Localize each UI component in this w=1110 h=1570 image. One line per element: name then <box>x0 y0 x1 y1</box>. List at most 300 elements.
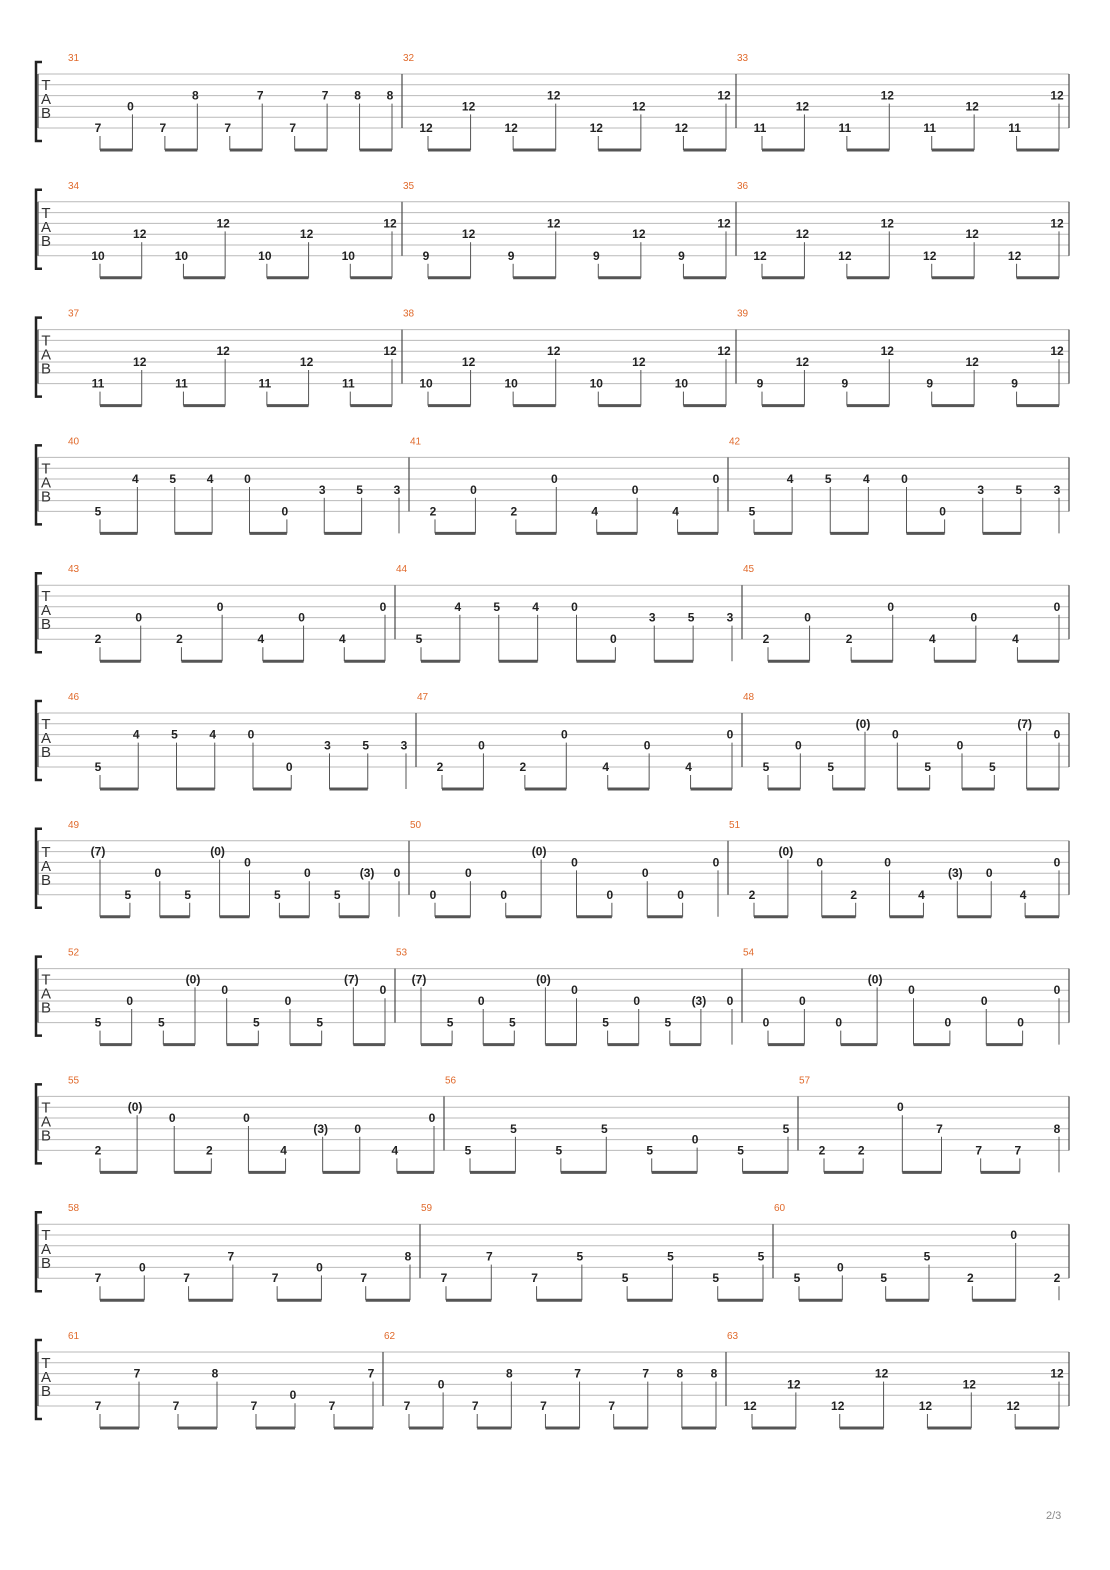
measure-number: 33 <box>737 53 749 64</box>
fret-number: 9 <box>756 376 764 391</box>
tab-clef-letter: B <box>40 1255 52 1273</box>
fret-number: 12 <box>923 248 937 263</box>
fret-number: 0 <box>691 1132 699 1147</box>
tab-clef-letter: B <box>40 871 52 889</box>
fret-number: 0 <box>560 727 568 742</box>
fret-number: 0 <box>127 99 134 114</box>
fret-number: 11 <box>1008 121 1021 135</box>
fret-number: 5 <box>824 472 832 486</box>
fret-number: 5 <box>602 1015 609 1030</box>
fret-number: 7 <box>250 1399 258 1413</box>
measure <box>68 564 387 661</box>
fret-number: 9 <box>841 376 849 391</box>
fret-number: 5 <box>988 760 996 774</box>
fret-number: 12 <box>880 216 894 231</box>
fret-number: 12 <box>753 248 767 263</box>
tab-system <box>36 1075 1069 1172</box>
measure-number: 62 <box>384 1331 396 1342</box>
measure-number: 56 <box>445 1075 457 1087</box>
measure-number: 41 <box>410 436 422 448</box>
tab-system <box>36 181 1069 278</box>
tab-clef-letter: B <box>40 105 52 122</box>
fret-number: 12 <box>962 1377 976 1392</box>
tab-clef-letter: B <box>40 744 52 761</box>
fret-number: 7 <box>328 1399 336 1413</box>
fret-number: 0 <box>281 504 289 519</box>
fret-number: 7 <box>540 1399 547 1413</box>
fret-number: (7) <box>411 972 427 987</box>
fret-number: (0) <box>778 844 794 859</box>
fret-number: 11 <box>838 121 852 135</box>
fret-number: 7 <box>440 1271 448 1286</box>
fret-number: 12 <box>1050 216 1064 231</box>
measure <box>403 181 731 278</box>
fret-number: (3) <box>359 866 375 881</box>
fret-number: 0 <box>154 866 162 881</box>
fret-number: 9 <box>507 248 515 263</box>
fret-number: 5 <box>762 760 770 774</box>
fret-number: 2 <box>94 632 102 647</box>
fret-number: 0 <box>985 866 993 881</box>
fret-number: 7 <box>183 1271 190 1286</box>
fret-number: 12 <box>133 355 147 369</box>
fret-number: 12 <box>918 1399 933 1413</box>
fret-number: 12 <box>632 227 646 242</box>
fret-number: 0 <box>316 1260 323 1275</box>
measure-number: 44 <box>396 564 408 576</box>
fret-number: 12 <box>965 355 979 369</box>
fret-number: 4 <box>209 727 217 742</box>
fret-number: 5 <box>510 1121 517 1136</box>
fret-number: 0 <box>428 1111 436 1125</box>
fret-number: 2 <box>510 504 518 519</box>
fret-number: 0 <box>887 599 895 614</box>
tab-clef-letter: A <box>40 1241 52 1259</box>
fret-number: 12 <box>1007 248 1022 263</box>
fret-number: 0 <box>939 504 946 519</box>
fret-number: 0 <box>712 855 720 870</box>
fret-number: 8 <box>1053 1121 1061 1136</box>
fret-number: 12 <box>461 99 476 114</box>
tab-clef-letter: T <box>41 77 51 94</box>
fret-number: 0 <box>884 855 891 870</box>
fret-number: 0 <box>677 887 684 902</box>
fret-number: 7 <box>367 1366 375 1381</box>
fret-number: 4 <box>280 1143 287 1158</box>
fret-number: 5 <box>362 738 370 753</box>
fret-number: 5 <box>157 1015 165 1030</box>
fret-number: 8 <box>710 1366 718 1381</box>
fret-number: 2 <box>966 1271 974 1286</box>
fret-number: 5 <box>252 1015 260 1030</box>
tab-clef-letter: T <box>41 588 51 606</box>
fret-number: (0) <box>531 844 547 859</box>
fret-number: 12 <box>743 1399 757 1413</box>
fret-number: 5 <box>94 504 102 519</box>
measure <box>737 53 1064 150</box>
fret-number: 12 <box>504 121 518 135</box>
fret-number: 11 <box>91 376 105 391</box>
fret-number: 2 <box>748 887 756 902</box>
measure <box>68 181 397 278</box>
fret-number: 5 <box>646 1143 654 1158</box>
tab-clef-letter: B <box>40 999 52 1017</box>
fret-number: 3 <box>400 738 408 753</box>
fret-number: 2 <box>850 887 858 902</box>
tab-clef-letter: T <box>41 843 51 861</box>
fret-number: 12 <box>299 227 314 242</box>
fret-number: (0) <box>127 1100 143 1115</box>
fret-number: 7 <box>1014 1143 1022 1158</box>
fret-number: 4 <box>602 760 610 774</box>
fret-number: 0 <box>478 738 485 753</box>
fret-number: 12 <box>216 344 230 359</box>
fret-number: 12 <box>632 355 646 369</box>
fret-number: 0 <box>1053 855 1061 870</box>
tab-clef-letter: A <box>40 346 52 364</box>
measure <box>421 1203 765 1300</box>
measure-number: 49 <box>68 819 80 831</box>
fret-number: 5 <box>576 1249 584 1264</box>
fret-number: 0 <box>285 760 293 774</box>
fret-number: 12 <box>674 121 689 135</box>
fret-number: 7 <box>936 1121 943 1136</box>
fret-number: 0 <box>393 866 401 881</box>
fret-number: 0 <box>244 855 251 870</box>
measure <box>68 1075 436 1172</box>
fret-number: 8 <box>386 88 394 103</box>
fret-number: 0 <box>633 994 641 1008</box>
fret-number: 0 <box>354 1121 362 1136</box>
fret-number: 0 <box>243 1111 250 1125</box>
fret-number: 0 <box>816 855 824 870</box>
fret-number: 3 <box>318 482 326 497</box>
fret-number: (7) <box>1017 716 1033 731</box>
measure-number: 53 <box>396 947 408 959</box>
fret-number: 7 <box>531 1271 538 1286</box>
fret-number: 4 <box>591 504 599 519</box>
fret-number: 12 <box>795 99 810 114</box>
measure-number: 43 <box>68 564 80 576</box>
fret-number: 12 <box>965 227 979 242</box>
fret-number: 3 <box>324 738 331 753</box>
tab-system <box>36 53 1069 150</box>
fret-number: 0 <box>500 887 508 902</box>
measure <box>410 820 720 917</box>
fret-number: 7 <box>608 1399 616 1413</box>
measure-number: 61 <box>68 1331 80 1342</box>
fret-number: 12 <box>795 355 810 369</box>
fret-number: 9 <box>422 248 430 263</box>
fret-number: 12 <box>133 227 147 242</box>
measure-number: 45 <box>743 564 755 576</box>
fret-number: 8 <box>404 1249 412 1264</box>
tab-clef-letter: A <box>40 730 52 747</box>
fret-number: 0 <box>610 632 617 647</box>
fret-number: 5 <box>493 599 501 614</box>
fret-number: 7 <box>159 121 167 135</box>
measure-number: 36 <box>737 180 749 192</box>
page-number: 2/3 <box>1046 1510 1062 1522</box>
fret-number: 12 <box>787 1377 801 1392</box>
fret-number: 4 <box>918 887 925 902</box>
measure-number: 35 <box>403 180 415 192</box>
measure <box>729 820 1061 917</box>
measure <box>396 948 734 1045</box>
fret-number: 4 <box>1012 632 1019 647</box>
tab-system <box>36 1203 1069 1300</box>
fret-number: 0 <box>1017 1015 1024 1030</box>
measure-number: 59 <box>421 1203 433 1215</box>
fret-number: 10 <box>341 248 355 263</box>
fret-number: 11 <box>341 376 355 391</box>
fret-number: 5 <box>555 1143 563 1158</box>
fret-number: 4 <box>132 472 139 486</box>
fret-number: 0 <box>244 472 251 486</box>
fret-number: 3 <box>393 482 401 497</box>
fret-number: 8 <box>505 1366 513 1381</box>
fret-number: 9 <box>678 248 685 263</box>
fret-number: 0 <box>836 1260 844 1275</box>
fret-number: 2 <box>1053 1271 1061 1286</box>
measure <box>68 692 408 789</box>
measure <box>68 309 397 406</box>
fret-number: 5 <box>924 760 932 774</box>
tab-clef-letter: T <box>41 204 51 222</box>
fret-number: 2 <box>519 760 527 774</box>
fret-number: 5 <box>667 1249 674 1264</box>
fret-number: (0) <box>210 844 225 859</box>
fret-number: 12 <box>831 1399 845 1413</box>
fret-number: 5 <box>171 727 178 742</box>
tab-system <box>36 564 1069 661</box>
fret-number: 12 <box>717 344 731 359</box>
measure <box>774 1203 1061 1300</box>
fret-number: 7 <box>471 1399 479 1413</box>
fret-number: 12 <box>547 344 561 359</box>
tab-clef-letter: A <box>40 91 52 108</box>
fret-number: (0) <box>536 972 551 987</box>
tab-clef-letter: A <box>40 474 52 492</box>
fret-number: 12 <box>299 355 314 369</box>
measure-number: 31 <box>68 53 80 64</box>
fret-number: 10 <box>91 248 105 263</box>
measure-number: 32 <box>403 53 415 64</box>
fret-number: 0 <box>284 994 292 1008</box>
fret-number: 12 <box>461 227 476 242</box>
fret-number: 11 <box>753 121 767 135</box>
fret-number: 4 <box>132 727 140 742</box>
fret-number: 12 <box>880 88 894 103</box>
fret-number: 2 <box>429 504 437 519</box>
fret-number: 5 <box>880 1271 888 1286</box>
fret-number: 7 <box>271 1271 279 1286</box>
fret-number: 5 <box>124 887 132 902</box>
fret-number: 5 <box>1015 482 1023 497</box>
fret-number: 0 <box>956 738 964 753</box>
fret-number: 0 <box>1053 727 1061 742</box>
tab-clef-letter: B <box>40 488 52 506</box>
measure <box>445 1075 790 1172</box>
fret-number: 7 <box>172 1399 180 1413</box>
tab-clef-letter: B <box>40 1383 52 1400</box>
fret-number: 12 <box>880 344 894 359</box>
tab-clef-letter: A <box>40 985 52 1003</box>
measure <box>729 436 1061 533</box>
tab-clef-letter: T <box>41 716 51 733</box>
fret-number: 0 <box>379 599 387 614</box>
fret-number: 2 <box>205 1143 213 1158</box>
fret-number: 9 <box>926 376 934 391</box>
measure <box>68 1203 412 1300</box>
fret-number: 4 <box>338 632 346 647</box>
fret-number: 0 <box>138 1260 146 1275</box>
fret-number: 5 <box>415 632 423 647</box>
tab-clef-letter: A <box>40 1113 52 1131</box>
fret-number: 5 <box>687 610 695 625</box>
measure <box>68 820 401 917</box>
measure <box>68 948 387 1045</box>
fret-number: 12 <box>1050 1366 1064 1381</box>
fret-number: 2 <box>762 632 770 647</box>
measure-number: 47 <box>417 692 429 703</box>
fret-number: 12 <box>419 121 433 135</box>
measure-number: 54 <box>743 947 755 959</box>
fret-number: 5 <box>782 1121 790 1136</box>
measure <box>737 181 1064 278</box>
tab-clef-letter: T <box>41 460 51 478</box>
fret-number: 0 <box>247 727 255 742</box>
fret-number: 7 <box>256 88 264 103</box>
fret-number: 10 <box>674 376 689 391</box>
fret-number: 12 <box>1050 344 1064 359</box>
fret-number: 0 <box>726 727 734 742</box>
tab-system <box>36 948 1069 1045</box>
tab-clef-letter: A <box>40 857 52 875</box>
tab-clef-letter: T <box>41 332 51 350</box>
fret-number: 0 <box>762 1015 770 1030</box>
fret-number: 0 <box>980 994 988 1008</box>
fret-number: 11 <box>258 376 272 391</box>
fret-number: 2 <box>818 1143 826 1158</box>
fret-number: 12 <box>1006 1399 1020 1413</box>
fret-number: 11 <box>923 121 937 135</box>
fret-number: 5 <box>621 1271 629 1286</box>
measure-number: 38 <box>403 308 415 320</box>
fret-number: 0 <box>221 983 229 998</box>
fret-number: 5 <box>274 887 281 902</box>
fret-number: 7 <box>403 1399 411 1413</box>
fret-number: 0 <box>970 610 978 625</box>
fret-number: 7 <box>227 1249 235 1264</box>
measure <box>403 53 731 150</box>
fret-number: 4 <box>532 599 539 614</box>
fret-number: 0 <box>794 738 802 753</box>
tab-clef-letter: A <box>40 218 52 236</box>
fret-number: 0 <box>465 866 472 881</box>
fret-number: 12 <box>717 216 731 231</box>
measure <box>68 436 401 533</box>
measure-number: 50 <box>410 819 422 831</box>
measure <box>799 1075 1061 1172</box>
tab-system <box>36 436 1069 533</box>
measure-number: 34 <box>68 180 80 192</box>
measure-number: 60 <box>774 1203 786 1215</box>
fret-number: 12 <box>547 88 561 103</box>
fret-number: 0 <box>298 610 305 625</box>
fret-number: 4 <box>206 472 214 486</box>
fret-number: 8 <box>211 1366 219 1381</box>
fret-number: 5 <box>600 1121 608 1136</box>
fret-number: 4 <box>685 760 692 774</box>
tab-clef-letter: A <box>40 1369 52 1386</box>
fret-number: 3 <box>1053 482 1061 497</box>
tab-clef-letter: T <box>41 971 51 989</box>
tab-clef-letter: A <box>40 602 52 620</box>
fret-number: 0 <box>641 866 649 881</box>
fret-number: 7 <box>94 121 102 135</box>
fret-number: (7) <box>343 972 359 987</box>
fret-number: 0 <box>571 599 578 614</box>
tab-system <box>36 309 1069 406</box>
fret-number: 7 <box>321 88 329 103</box>
fret-number: 7 <box>224 121 232 135</box>
fret-number: 5 <box>333 887 341 902</box>
fret-number: 12 <box>874 1366 889 1381</box>
measure <box>403 309 731 406</box>
measure <box>743 948 1061 1045</box>
fret-number: 2 <box>176 632 183 647</box>
measure <box>410 436 720 533</box>
fret-number: 7 <box>289 121 297 135</box>
tab-system <box>36 692 1069 789</box>
fret-number: 5 <box>793 1271 801 1286</box>
fret-number: 0 <box>289 1388 297 1403</box>
fret-number: 5 <box>356 482 363 497</box>
fret-number: 10 <box>174 248 189 263</box>
measure-number: 39 <box>737 308 749 320</box>
fret-number: 4 <box>391 1143 399 1158</box>
fret-number: 3 <box>726 610 734 625</box>
fret-number: 0 <box>216 599 224 614</box>
fret-number: 2 <box>845 632 853 647</box>
tab-system <box>36 1331 1069 1428</box>
fret-number: 5 <box>94 1015 102 1030</box>
fret-number: 12 <box>632 99 646 114</box>
fret-number: 5 <box>923 1249 931 1264</box>
fret-number: 12 <box>216 216 230 231</box>
fret-number: 4 <box>454 599 462 614</box>
fret-number: (3) <box>691 994 707 1008</box>
fret-number: 7 <box>642 1366 650 1381</box>
tab-clef-letter: B <box>40 360 52 378</box>
fret-number: 10 <box>589 376 603 391</box>
fret-number: 0 <box>470 482 477 497</box>
tab-clef-letter: B <box>40 1127 52 1145</box>
fret-number: 0 <box>901 472 908 486</box>
fret-number: 0 <box>726 994 734 1008</box>
fret-number: 4 <box>863 472 870 486</box>
measure <box>384 1331 718 1428</box>
fret-number: 0 <box>799 994 806 1008</box>
tab-clef-letter: B <box>40 616 52 634</box>
fret-number: 0 <box>303 866 311 881</box>
fret-number: 12 <box>547 216 561 231</box>
measure-number: 57 <box>799 1075 811 1087</box>
measure-number: 48 <box>743 692 755 703</box>
fret-number: 0 <box>643 738 651 753</box>
fret-number: 0 <box>429 887 437 902</box>
